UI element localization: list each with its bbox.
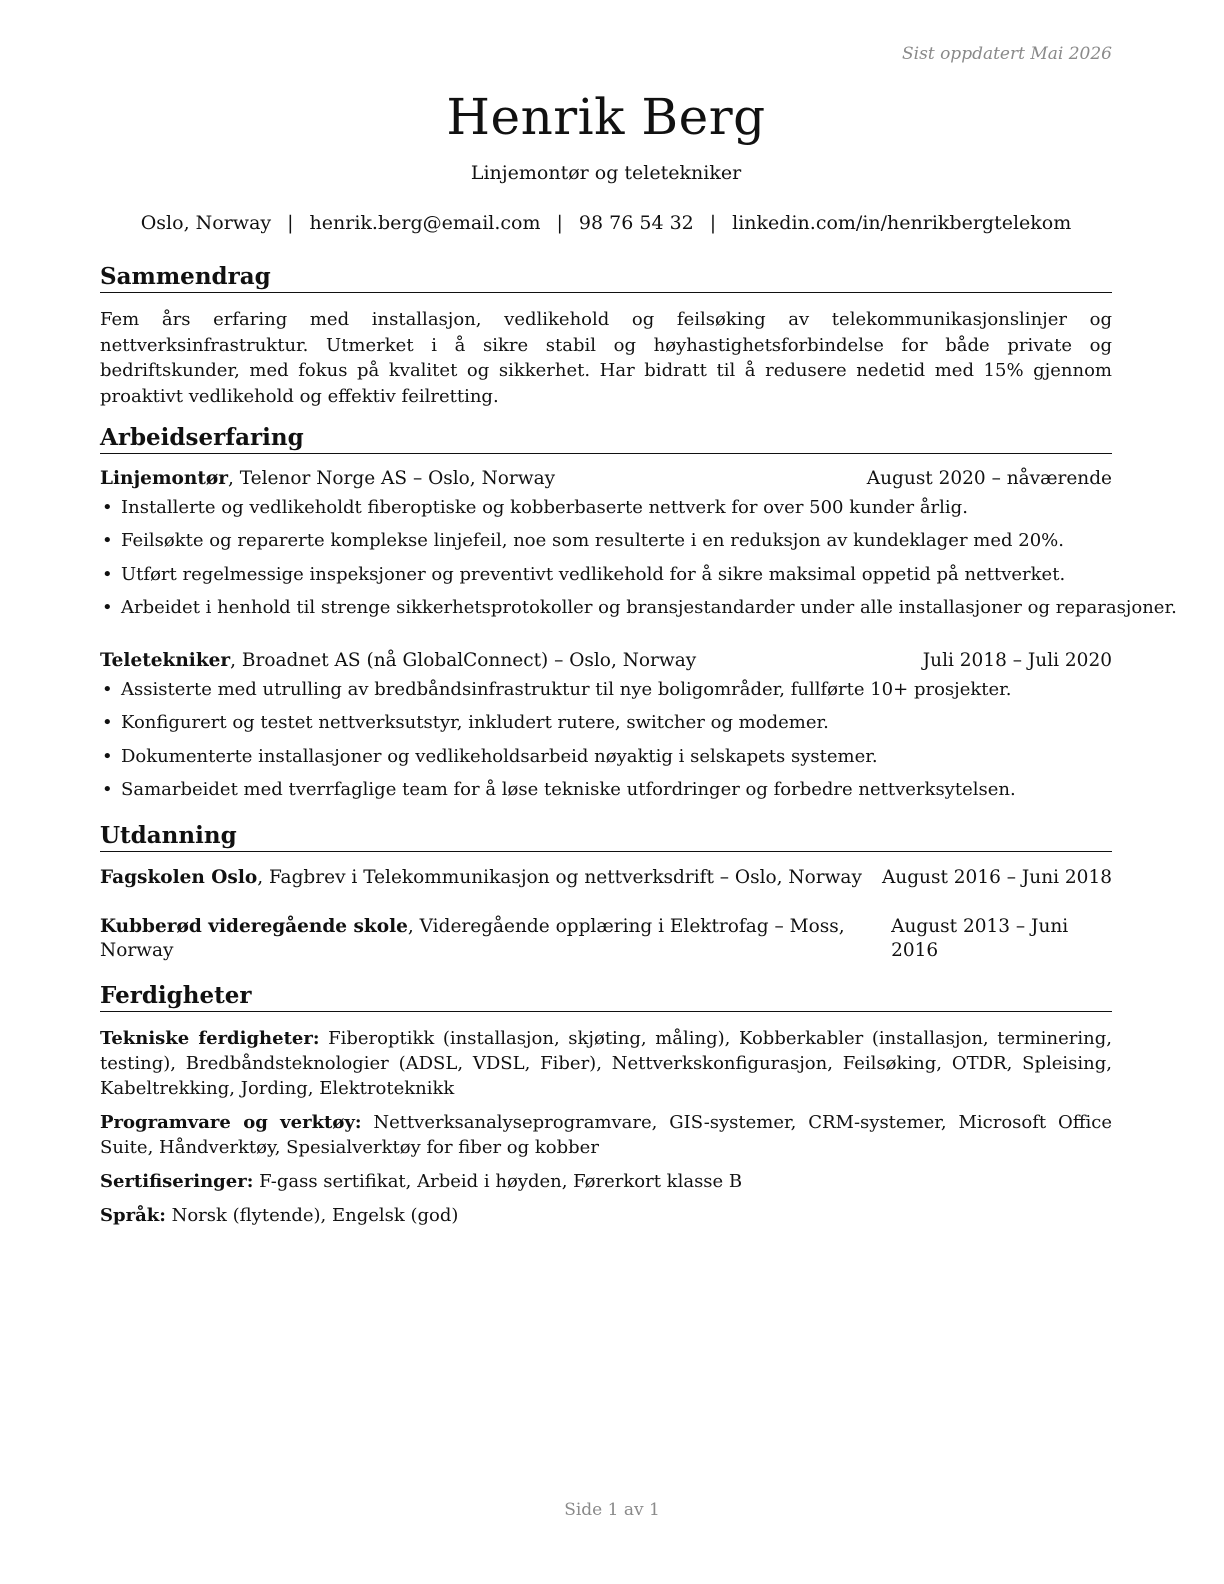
list-item: • Assisterte med utrulling av bredbåndsinfrastruktur til nye boligområder, fullførte 10+ prosjekter.	[100, 678, 1112, 702]
contact-separator: |	[709, 212, 717, 234]
skill-group	[100, 1026, 1112, 1101]
job-employer: , Telenor Norge AS – Oslo, Norway	[227, 468, 556, 489]
summary-text: Fem års erfaring med installasjon, vedlikehold og feilsøking av telekommunikasjonslinjer og nettverksinfrastruktur. Utmerket i å sikre stabil og høyhastighetsforbindelse for både private og bedriftskunder, med fokus på kvalitet og sikkerhet. Har bidratt til å redusere nedetid med 15% gjennom proaktivt vedlikehold og effektiv feilretting.	[100, 309, 1112, 407]
contact-separator: |	[556, 212, 563, 234]
job-bullets	[100, 496, 1177, 621]
section-title-summary: Sammendrag	[100, 263, 1112, 293]
contact-location: Oslo, Norway	[140, 212, 272, 234]
contact-line	[100, 212, 1112, 234]
job-dates: August 2020 – nåværende	[866, 468, 1112, 489]
skill-label: Språk:	[100, 1205, 166, 1226]
skill-label: Sertifiseringer:	[100, 1171, 254, 1192]
education-entry	[100, 866, 1112, 890]
job-header	[100, 649, 1112, 673]
section-title-skills: Ferdigheter	[100, 982, 1112, 1012]
skill-text: Fiberoptikk (installasjon, skjøting, måling), Kobberkabler (installasjon, terminering, testing), Bredbåndsteknologier (ADSL, VDSL, Fiber), Nettverkskonfigurasjon, Feilsøking, OTDR, Spleising, Kabeltrekking, Jording, Elektroteknikk	[100, 1028, 1112, 1099]
job-header	[100, 467, 1112, 491]
skill-group	[100, 1203, 1112, 1228]
skill-label: Programvare og verktøy:	[100, 1112, 362, 1133]
person-role: Linjemontør og teletekniker	[470, 162, 742, 184]
skill-group	[100, 1110, 1112, 1160]
education-school: Fagskolen Oslo	[100, 867, 258, 888]
list-item: • Utført regelmessige inspeksjoner og preventivt vedlikehold for å sikre maksimal oppetid på nettverket.	[100, 563, 1112, 587]
list-item: • Samarbeidet med tverrfaglige team for å løse tekniske utfordringer og forbedre nettverksytelsen.	[100, 778, 1112, 802]
education-entry	[100, 915, 1112, 963]
section-title-education: Utdanning	[100, 822, 1112, 852]
list-item: • Dokumenterte installasjoner og vedlikeholdsarbeid nøyaktig i selskapets systemer.	[100, 745, 1112, 769]
job-entry	[100, 467, 1177, 620]
job-dates: Juli 2018 – Juli 2020	[922, 650, 1112, 671]
section-title-experience: Arbeidserfaring	[100, 424, 1112, 454]
contact-email[interactable]: henrik.berg@email.com	[309, 212, 541, 234]
education-school: Kubberød videregående skole	[100, 916, 408, 937]
page-number: Side 1 av 1	[564, 1500, 660, 1520]
education-line	[100, 915, 891, 963]
list-item: • Konfigurert og testet nettverksutstyr, inkludert rutere, switcher og modemer.	[100, 711, 1112, 735]
last-updated: Sist oppdatert Mai 2026	[902, 44, 1112, 64]
education-dates: August 2013 – Juni 2016	[891, 916, 1069, 961]
skill-text: F-gass sertifikat, Arbeid i høyden, Førerkort klasse B	[259, 1171, 743, 1192]
education-line	[100, 866, 862, 890]
education-program: , Fagbrev i Telekommunikasjon og nettverksdrift – Oslo, Norway	[257, 867, 862, 888]
education-program: , Videregående opplæring i Elektrofag – Moss, Norway	[100, 916, 845, 961]
job-employer: , Broadnet AS (nå GlobalConnect) – Oslo, Norway	[230, 650, 697, 671]
skill-text: Norsk (flytende), Engelsk (god)	[171, 1205, 459, 1226]
resume-page	[100, 0, 1177, 1228]
job-title-line	[100, 467, 555, 491]
skill-label: Tekniske ferdigheter:	[100, 1028, 320, 1049]
job-title: Linjemontør	[100, 468, 228, 489]
list-item: • Arbeidet i henhold til strenge sikkerhetsprotokoller og bransjestandarder under alle installasjoner og reparasjoner.	[100, 596, 1112, 620]
job-bullets	[100, 678, 1112, 803]
education-dates: August 2016 – Juni 2018	[881, 867, 1112, 888]
contact-linkedin[interactable]: linkedin.com/in/henrikbergtelekom	[732, 212, 1072, 234]
contact-separator: |	[287, 212, 294, 234]
job-title: Teletekniker	[100, 650, 231, 671]
job-title-line	[100, 649, 696, 673]
list-item: • Feilsøkte og reparerte komplekse linjefeil, noe som resulterte i en reduksjon av kundeklager med 20%.	[100, 529, 1112, 553]
skill-group	[100, 1169, 1112, 1194]
list-item: • Installerte og vedlikeholdt fiberoptiske og kobberbaserte nettverk for over 500 kunder årlig.	[100, 496, 1112, 520]
person-name: Henrik Berg	[446, 88, 766, 146]
skill-text: Nettverksanalyseprogramvare, GIS-systemer, CRM-systemer, Microsoft Office Suite, Håndverktøy, Spesialverktøy for fiber og kobber	[100, 1112, 1112, 1158]
contact-phone: 98 76 54 32	[578, 212, 694, 234]
job-entry	[100, 649, 1112, 802]
